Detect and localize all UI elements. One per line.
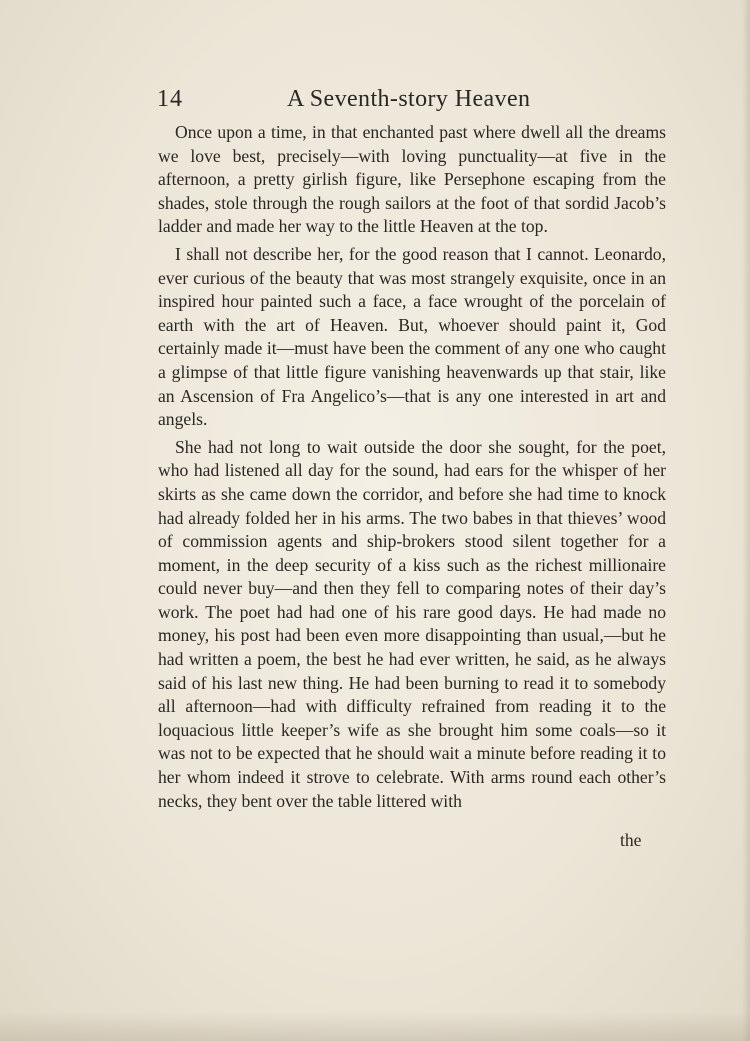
page-edge-shadow-bottom [0, 1011, 750, 1041]
paragraph-3: She had not long to wait outside the door she sought, for the poet, who had listened all day for the sound, had ears for the whisper of her skirts as she came down the corridor, and before she had time to knock had already folded her in his arms. The two babes in that thieves’ wood of commission agents and ship-brokers stood silent together for a moment, in the deep security of a kiss such as the richest millionaire could never buy—and then they fell to comparing notes of their day’s work. The poet had had one of his rare good days. He had made no money, his post had been even more disappointing than usual,—but he had written a poem, the best he had ever written, he said, as he always said of his last new thing. He had been burning to read it to somebody all afternoon—had with difficulty refrained from reading it to the loquacious little keeper’s wife as she brought him some coals—so it was not to be expected that he should wait a minute before reading it to her whom indeed it strove to celebrate. With arms round each other’s necks, they bent over the table littered with [158, 436, 666, 811]
page-number: 14 [157, 86, 183, 112]
running-title: A Seventh-story Heaven [287, 86, 531, 112]
body-text [158, 121, 666, 813]
catchword: the [620, 830, 642, 850]
paragraph-2: I shall not describe her, for the good reason that I cannot. Leonardo, ever curious of the beauty that was most strangely exquisite, once in an inspired hour painted such a face, a face wrought of the porcelain of earth with the art of Heaven. But, whoever should paint it, God certainly made it—must have been the comment of any one who caught a glimpse of that little figure vanishing heavenwards up that stair, like an Ascension of Fra Angelico’s—that is any one interested in art and angels. [158, 243, 666, 430]
paragraph-1: Once upon a time, in that enchanted past where dwell all the dreams we love best, precisely—with loving punctuality—at five in the afternoon, a pretty girlish figure, like Persephone escaping from the shades, stole through the rough sailors at the foot of that sordid Jacob’s ladder and made her way to the little Heaven at the top. [158, 122, 666, 237]
page-header [157, 86, 677, 118]
page-edge-shadow-right [742, 0, 750, 1041]
